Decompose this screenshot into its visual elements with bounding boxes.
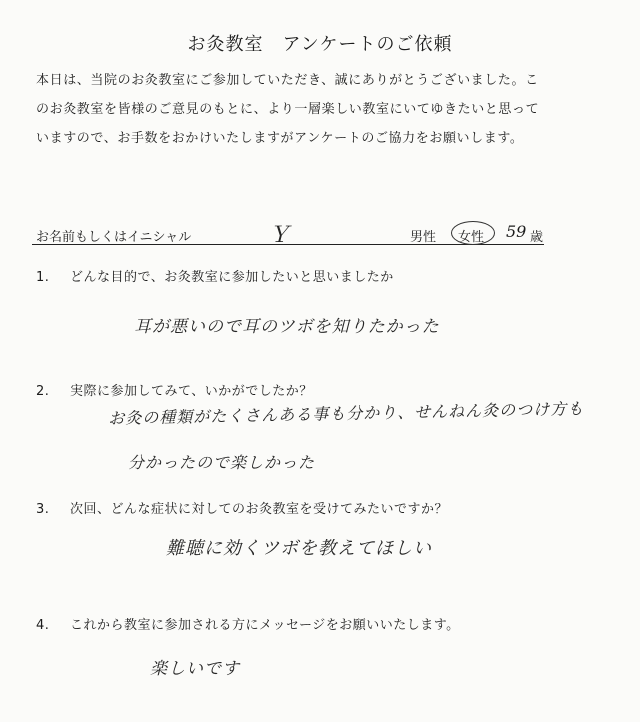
question-1-text: どんな目的で、お灸教室に参加したいと思いましたか: [70, 270, 394, 285]
answer-3: 難聴に効くツボを教えてほしい: [166, 538, 432, 559]
name-label: お名前もしくはイニシャル: [36, 230, 192, 245]
question-3-number: 3.: [36, 502, 50, 517]
intro-line-2: のお灸教室を皆様のご意見のもとに、より一層楽しい教室にいてゆきたいと思って: [36, 102, 540, 117]
question-4-number: 4.: [36, 618, 50, 633]
question-2-number: 2.: [36, 384, 50, 399]
age-label: 歳: [530, 230, 544, 245]
intro-line-3: いますので、お手数をおかけいたしますがアンケートのご協力をお願いします。: [36, 131, 524, 146]
answer-1: 耳が悪いので耳のツボを知りたかった: [134, 317, 440, 337]
question-1: [36, 266, 394, 285]
survey-title: お灸教室 アンケートのご依頼: [187, 34, 453, 55]
question-3-text: 次回、どんな症状に対してのお灸教室を受けてみたいですか？: [70, 502, 449, 517]
answer-2-line-1: お灸の種類がたくさんある事も分かり、せんねん灸のつけ方も: [108, 399, 585, 428]
question-4-text: これから教室に参加される方にメッセージをお願いいたします。: [70, 618, 460, 633]
question-3: [36, 498, 448, 517]
name-handwritten: Ｙ: [268, 223, 291, 248]
age-handwritten: 59: [506, 222, 527, 241]
question-2: [36, 380, 313, 399]
female-option: 女性: [458, 230, 485, 245]
respondent-row: [32, 222, 544, 248]
question-4: [36, 614, 460, 633]
intro-line-1: 本日は、当院のお灸教室にご参加していただき、誠にありがとうございました。こ: [36, 73, 539, 88]
intro-text: [36, 66, 610, 153]
answer-2-line-2: 分かったので楽しかった: [128, 453, 316, 472]
answer-4: 楽しいです: [150, 659, 240, 679]
question-1-number: 1.: [36, 270, 50, 285]
male-option: 男性: [410, 230, 437, 245]
question-2-text: 実際に参加してみて、いかがでしたか？: [70, 384, 313, 399]
